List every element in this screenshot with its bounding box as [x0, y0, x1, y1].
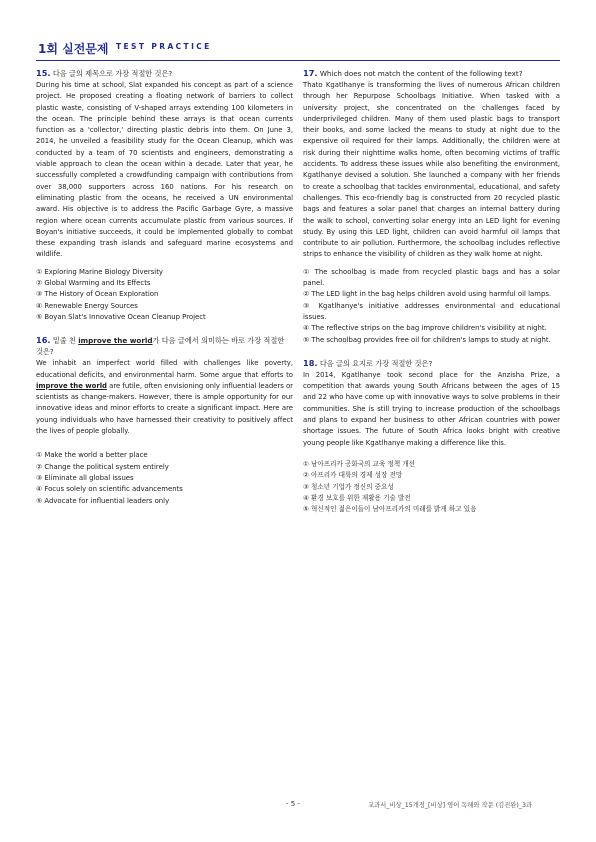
passage: Thato Kgatlhanye is transforming the lives of numerous African children through her Repurpose Schoolbags Initiative. When tasked with a university project, she concentrated on the challenges faced by underprivileged children. Many of them used plastic bags to transport their books, and some lacked the means to study at night due to the expensive oil required for their lamps. Additionally, the children were at risk during their nighttime walks home, often becoming victims of traffic accidents. To address these issues while also benefiting the environment, Kgatlhanye devised a solution. She launched a company with her friends to create a schoolbag that tackles environmental, educational, and safety challenges. This eco-friendly bag is constructed from 20 recycled plastic bags and features a solar panel that charges an internal battery during the walk to school, converting solar energy into an LED light for evening study. By using this LED light, children can avoid harmful oil lamps that contribute to air pollution. Furthermore, the schoolbag includes reflective strips to enhance the visibility of children as they walk home at night. [303, 81, 560, 259]
choice-1[interactable]: ① Make the world a better place [36, 451, 148, 460]
choice-list [303, 267, 560, 346]
passage: In 2014, Kgatlhanye took second place for the Anzisha Prize, a competition that awards young South Africans between the ages of 15 and 22 who have come up with innovative ways to solve problems in their communities. She is still trying to increase production of the schoolbags and plans to expand her business to other African countries with power shortage issues. The future of South Africa looks bright with creative young people like Kgatlhanye making a difference like this. [303, 370, 560, 447]
choice-2[interactable]: ② Change the political system entirely [36, 462, 169, 471]
question-18 [303, 358, 560, 516]
question-prompt-post: 가 다음 글에서 의미하는 바로 가장 적절한 것은? [36, 336, 285, 357]
choice-3[interactable]: ③ The History of Ocean Exploration [36, 290, 159, 299]
question-number: 16. [36, 335, 51, 346]
source-label: 교과서_비상_15개정_[비상] 영어 독해와 작문 (김진완)_3과 [368, 802, 533, 809]
question-prompt-pre: 밑줄 친 [50, 336, 79, 346]
choice-1[interactable]: ① Exploring Marine Biology Diversity [36, 267, 163, 276]
question-prompt: 다음 글의 제목으로 가장 적절한 것은? [52, 69, 173, 78]
question-prompt: Which does not match the content of the following text? [319, 69, 523, 78]
choice-list [36, 267, 293, 323]
left-column [36, 68, 293, 513]
choice-5[interactable]: ⑤ The schoolbag provides free oil for children's lamps to study at night. [303, 335, 551, 344]
header-subtitle: TEST PRACTICE [116, 42, 212, 51]
question-title [303, 68, 560, 79]
question-number: 18. [303, 357, 318, 368]
question-title [36, 68, 293, 79]
question-number: 15. [36, 68, 51, 78]
choice-4[interactable]: ④ Focus solely on scientific advancements [36, 485, 183, 494]
choice-1[interactable]: ① The schoolbag is made from recycled plastic bags and has a solar panel. [303, 267, 560, 288]
question-15 [36, 68, 293, 323]
choice-5[interactable]: ⑤ 혁신적인 젊은이들이 남아프리카의 미래를 밝게 하고 있음 [303, 505, 477, 514]
passage [36, 358, 293, 437]
passage: During his time at school, Slat expanded his concept as part of a science project. He proposed creating a floating network of barriers to collect plastic waste, consisting of V-shaped arrays extending 100 kilometers in the ocean. The principle behind these arrays is that ocean currents function as a 'collector,' directing plastic debris into them. On June 3, 2014, he unveiled a feasibility study for the Ocean Cleanup, which was conducted by a team of 70 scientists and engineers, demonstrating a viable approach to clean the ocean within a decade. Later that year, he successfully completed a crowdfunding campaign with contributions from over 38,000 supporters across 160 nations. For his research on eliminating plastic from the oceans, he received a UN environmental award. His objective is to address the Pacific Garbage Gyre, a massive region where ocean currents accumulate plastic from various sources. If Boyan's initiative succeeds, it could be implemented globally to combat these expanding trash islands and safeguard marine ecosystems and wildlife. [36, 81, 293, 259]
choice-list [36, 450, 293, 506]
choice-5[interactable]: ⑤ Boyan Slat's Innovative Ocean Cleanup Project [36, 312, 206, 321]
choice-2[interactable]: ② The LED light in the bag helps children avoid using harmful oil lamps. [303, 290, 552, 299]
header-divider [36, 60, 560, 61]
choice-list [303, 459, 560, 515]
passage-post: are futile, often envisioning only influential leaders or scientists as change-makers. However, there is ample opportunity for our innovative ideas and minor efforts to create a significant impact. Here are young individuals who have harnessed their creativity to positively affect the lives of people globally. [36, 381, 293, 436]
choice-3[interactable]: ③ Kgatlhanye's initiative addresses environmental and educational issues. [303, 301, 560, 321]
page-number: - 5 - [286, 800, 300, 808]
question-16 [36, 335, 293, 507]
question-number: 17. [303, 68, 318, 78]
choice-4[interactable]: ④ 환경 보호를 위한 재활용 기술 발전 [303, 493, 411, 502]
header-title: 1회 실전문제 [38, 42, 109, 56]
choice-4[interactable]: ④ Renewable Energy Sources [36, 301, 138, 310]
underlined-phrase: improve the world [36, 381, 107, 390]
choice-3[interactable]: ③ Eliminate all global issues [36, 473, 134, 482]
right-column [303, 68, 560, 521]
passage-pre: We inhabit an imperfect world filled with challenges like poverty, educational deficits, and environmental harm. Some argue that efforts to [36, 359, 293, 379]
question-title [36, 335, 293, 357]
question-title [303, 358, 560, 369]
choice-5[interactable]: ⑤ Advocate for influential leaders only [36, 496, 170, 505]
question-prompt: 다음 글의 요지로 가장 적절한 것은? [319, 358, 433, 368]
underlined-phrase: improve the world [78, 336, 153, 346]
choice-1[interactable]: ① 남아프리카 공화국의 교육 정책 개선 [303, 459, 415, 468]
choice-4[interactable]: ④ The reflective strips on the bag improve children's visibility at night. [303, 324, 547, 333]
page-header [36, 38, 560, 62]
choice-2[interactable]: ② Global Warming and Its Effects [36, 279, 151, 288]
question-17 [303, 68, 560, 346]
choice-3[interactable]: ③ 청소년 기업가 정신의 중요성 [303, 482, 394, 491]
choice-2[interactable]: ② 아프리카 대륙의 경제 성장 전망 [303, 471, 403, 480]
